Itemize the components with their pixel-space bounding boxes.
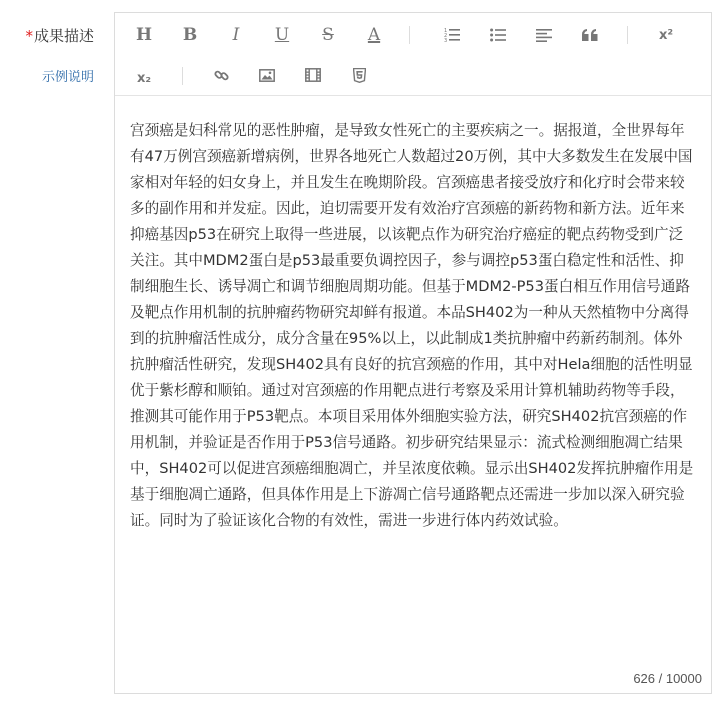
- required-mark: *: [25, 27, 33, 45]
- heading-icon: H: [135, 25, 153, 45]
- editor-toolbar: [115, 13, 711, 96]
- quote-icon: [582, 29, 598, 42]
- heading-button[interactable]: [131, 22, 157, 48]
- toolbar-divider: [409, 26, 410, 44]
- rich-text-editor: [114, 12, 712, 694]
- toolbar-divider: [182, 67, 183, 85]
- image-icon: [259, 69, 275, 82]
- svg-text:1: 1: [444, 28, 448, 34]
- italic-icon: I: [232, 25, 240, 45]
- subscript-button[interactable]: [131, 65, 157, 91]
- film-icon: [305, 68, 321, 82]
- html-source-button[interactable]: [346, 62, 372, 88]
- editor-content[interactable]: 宫颈癌是妇科常见的恶性肿瘤，是导致女性死亡的主要疾病之一。据报道，全世界每年有47万例宫颈癌新增病例，世界各地死亡人数超过20万例，其中大多数发生在发展中国家相对年轻的妇女身上，并且发生在晚期阶段。宫颈癌患者接受放疗和化疗时会带来较多的副作用和并发症。因此，迫切需要开发有效治疗宫颈癌的新药物和新方法。近年来抑癌基因p53在研究上取得一些进展，以该靶点作为研究治疗癌症的靶点药物受到广泛关注。其中MDM2蛋白是p53最重要负调控因子，参与调控p53蛋白稳定性和活性、抑制细胞生长、诱导凋亡和调节细胞周期功能。但基于MDM2-P53蛋白相互作用信号通路及靶点作用机制的抗肿瘤药物研究却鲜有报道。本品SH402为一种从天然植物中分离得到的抗肿瘤活性成分，成分含量在95%以上，以此制成1类抗肿瘤中药新药制剂。体外抗肿瘤活性研究，发现SH402具有良好的抗宫颈癌的作用，其中对Hela细胞的活性明显优于紫杉醇和顺铂。通过对宫颈癌的作用靶点进行考察及采用计算机辅助药物等手段，推测其可能作用于P53靶点。本项目采用体外细胞实验方法，研究SH402抗宫颈癌的作用机制，并验证是否作用于P53信号通路。初步研究结果显示：流式检测细胞凋亡结果中，SH402可以促进宫颈癌细胞凋亡，并呈浓度依赖。显示出SH402发挥抗肿瘤作用是基于细胞凋亡通路，但具体作用是上下游凋亡信号通路靶点还需进一步加以深入研究验证。同时为了验证该化合物的有效性，需进一步进行体内药效试验。: [130, 122, 694, 529]
- font-color-button[interactable]: [361, 22, 387, 48]
- image-button[interactable]: [254, 62, 280, 88]
- strikethrough-button[interactable]: [315, 22, 341, 48]
- superscript-button[interactable]: [653, 22, 679, 48]
- blockquote-button[interactable]: [577, 22, 603, 48]
- svg-text:3: 3: [444, 38, 448, 42]
- italic-button[interactable]: [223, 22, 249, 48]
- field-label-text: 成果描述: [33, 27, 94, 45]
- ordered-list-icon: [444, 28, 460, 42]
- field-label: [0, 25, 94, 46]
- superscript-icon: x²: [658, 27, 674, 43]
- toolbar-divider: [627, 26, 628, 44]
- bold-button[interactable]: [177, 22, 203, 48]
- bold-icon: B: [182, 25, 198, 45]
- link-button[interactable]: [208, 62, 234, 88]
- character-counter: 626 / 10000: [633, 671, 702, 686]
- svg-text:2: 2: [444, 33, 448, 39]
- underline-button[interactable]: [269, 22, 295, 48]
- example-link[interactable]: 示例说明: [41, 70, 94, 85]
- subscript-icon: x₂: [136, 70, 152, 86]
- underline-icon: U: [274, 25, 290, 45]
- strikethrough-icon: S: [322, 25, 334, 45]
- html5-icon: [353, 68, 366, 83]
- align-left-icon: [536, 29, 552, 42]
- bullet-list-icon: [490, 28, 506, 42]
- video-button[interactable]: [300, 62, 326, 88]
- font-color-icon: A: [367, 25, 381, 45]
- align-button[interactable]: [531, 22, 557, 48]
- ordered-list-button[interactable]: [439, 22, 465, 48]
- bullet-list-button[interactable]: [485, 22, 511, 48]
- link-icon: [214, 68, 229, 83]
